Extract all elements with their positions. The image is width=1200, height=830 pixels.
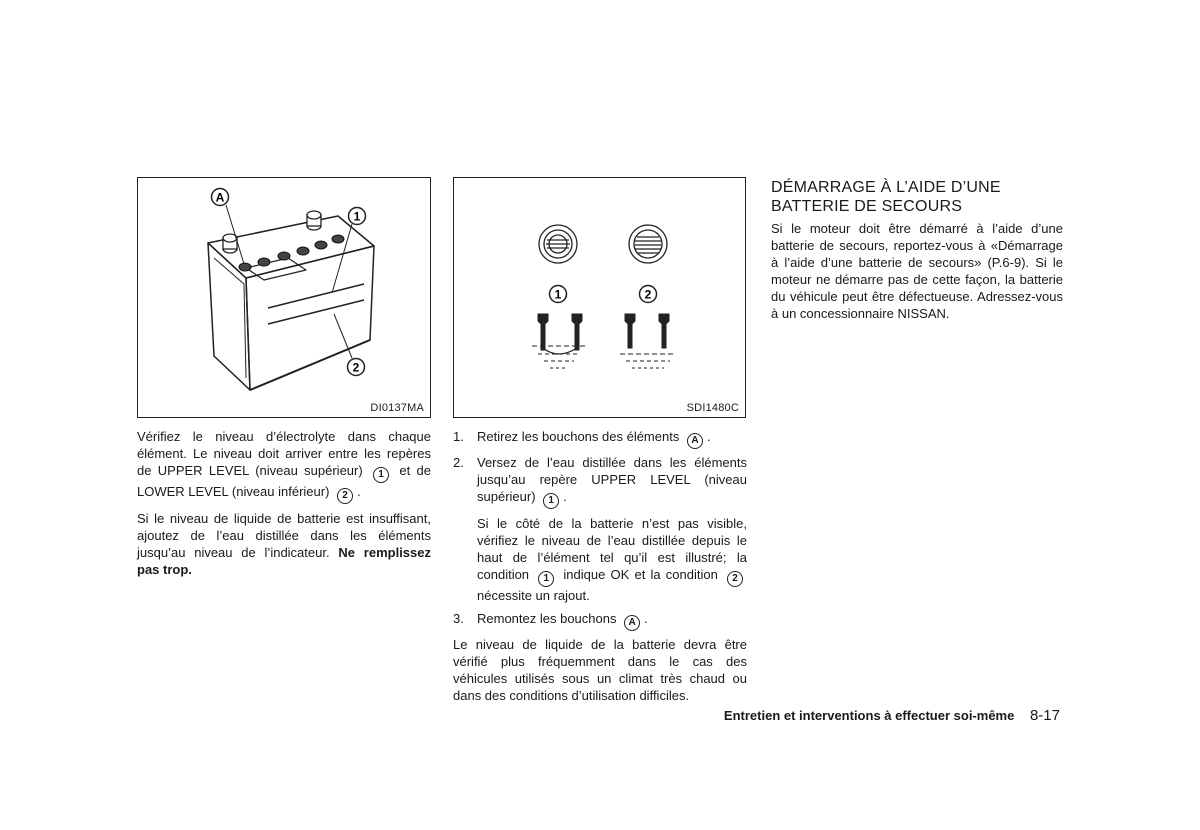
marker-1-icon: 1 <box>373 467 389 483</box>
text: Retirez les bouchons des éléments <box>477 429 680 444</box>
text: et de LOWER LEVEL (niveau inférieur) <box>137 463 431 499</box>
level-ok-icon <box>532 314 586 368</box>
text: Remontez les bouchons <box>477 611 617 626</box>
figure-code: SDI1480C <box>686 402 739 414</box>
callout-1-label: 1 <box>554 287 562 302</box>
text: Vérifiez le niveau d’électrolyte dans chaque élément. Le niveau doit arriver entre les repères de UPPER LEVEL (niveau supérieur) <box>137 429 431 478</box>
text: . <box>644 611 648 626</box>
callout-a-label: A <box>215 190 225 205</box>
footer-title: Entretien et interventions à effectuer soi-même <box>723 708 1015 723</box>
paragraph-insufficient <box>137 510 431 578</box>
steps-list <box>453 428 747 631</box>
callout-1-icon <box>349 208 366 225</box>
list-item <box>453 610 747 631</box>
step-number: 2. <box>453 455 464 470</box>
paragraph-jump-start: Si le moteur doit être démarré à l’aide d’une batterie de secours, reportez-vous à «Démarrage à l’aide d’une batterie de secours» (P.6-9). Si le moteur ne démarre pas de cette façon, la batterie du véhicule peut être défectueuse. Adressez-vous à un concessionnaire NISSAN. <box>771 221 1063 321</box>
level-low-icon <box>620 314 676 368</box>
page-footer <box>724 707 1060 724</box>
text: Versez de l’eau distillée dans les éléments jusqu’au repère UPPER LEVEL (niveau supérieur) <box>477 455 747 504</box>
figure-code: DI0137MA <box>370 402 424 414</box>
cell-top-view-ok <box>539 225 577 263</box>
step-number: 3. <box>453 611 464 626</box>
callout-1-icon <box>550 286 567 303</box>
callout-2-label: 2 <box>644 287 652 302</box>
section-heading: DÉMARRAGE À L’AIDE D’UNE BATTERIE DE SECOURS <box>771 179 1001 215</box>
callout-1-label: 1 <box>353 209 361 224</box>
text: nécessite un rajout. <box>477 588 590 603</box>
marker-2-icon: 2 <box>727 571 743 587</box>
marker-a-icon: A <box>624 615 640 631</box>
column-2 <box>453 428 747 710</box>
callout-2-icon <box>640 286 657 303</box>
paragraph-frequency: Le niveau de liquide de la batterie devra être vérifié plus fréquemment dans le cas des véhicules utilisés sous un climat très chaud ou dans des conditions d’utilisation difficiles. <box>453 637 747 703</box>
marker-a-icon: A <box>687 433 703 449</box>
callout-a-icon <box>212 189 229 206</box>
text: indique OK et la condition <box>563 567 718 582</box>
text: Si le niveau de liquide de batterie est insuffisant, ajoutez de l’eau distillée dans les éléments jusqu’au niveau de l’indicateur. <box>137 511 431 560</box>
step-number: 1. <box>453 429 464 444</box>
paragraph-electrolyte <box>137 428 431 504</box>
warning-text: Ne remplissez pas trop. <box>137 545 431 577</box>
column-3 <box>771 178 1063 328</box>
cell-level-figure <box>453 177 746 418</box>
list-item <box>453 428 747 449</box>
battery-illustration <box>138 178 430 417</box>
marker-1-icon: 1 <box>543 493 559 509</box>
text: . <box>563 489 567 504</box>
page-number: 8-17 <box>1029 707 1060 724</box>
text: Si le côté de la batterie n’est pas visible, vérifiez le niveau de l’eau distillée depuis le haut de l’élément tel qu’il est illustré; la condition <box>477 516 747 582</box>
callout-2-icon <box>348 359 365 376</box>
list-item <box>453 454 747 604</box>
text: . <box>706 429 711 444</box>
callout-2-label: 2 <box>352 360 360 375</box>
column-1 <box>137 428 431 584</box>
marker-2-icon: 2 <box>337 488 353 504</box>
cell-top-view-low <box>629 225 667 263</box>
marker-1-icon: 1 <box>538 571 554 587</box>
cell-level-illustration <box>454 178 745 417</box>
text: . <box>357 484 361 499</box>
battery-figure <box>137 177 431 418</box>
